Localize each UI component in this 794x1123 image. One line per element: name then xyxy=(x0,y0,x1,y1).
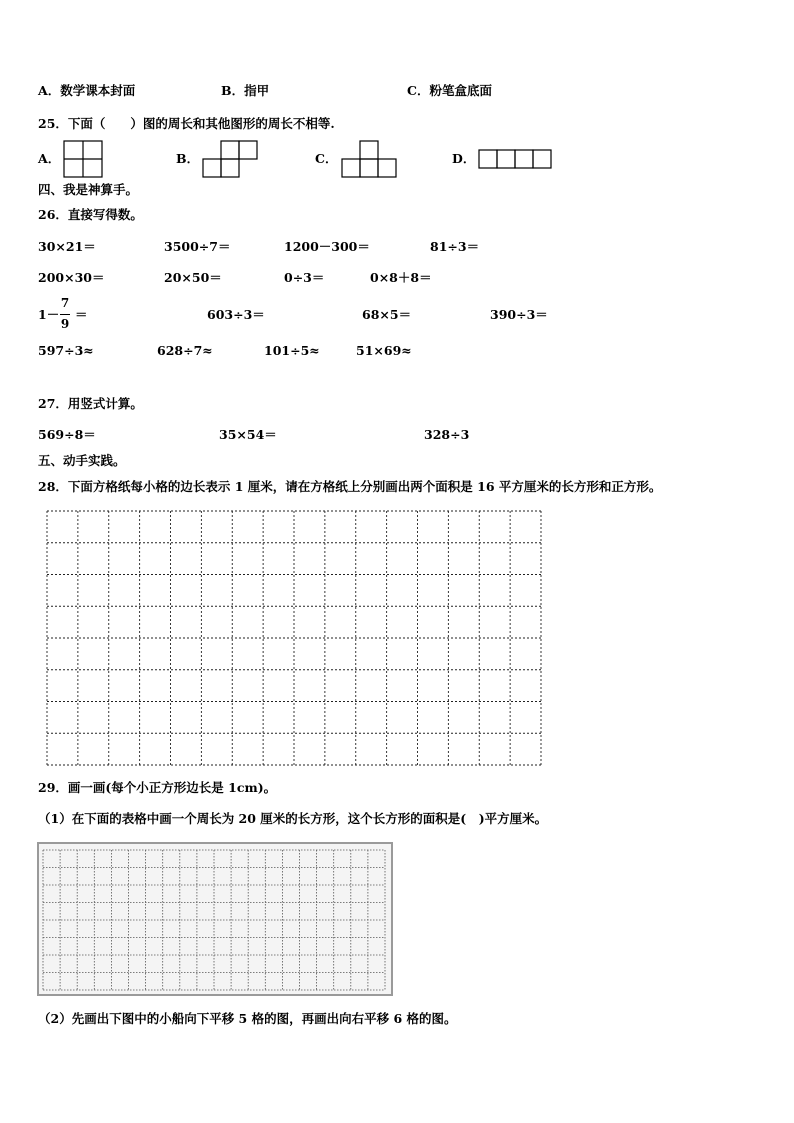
q26-item: 628÷7≈ xyxy=(157,343,213,358)
q26-item: 101÷5≈ xyxy=(264,343,320,358)
q27-item: 569÷8＝ xyxy=(38,427,96,442)
section-5-heading: 五、动手实践。 xyxy=(38,453,126,468)
q25-figure-b xyxy=(202,140,260,178)
q27-item: 35×54＝ xyxy=(219,427,277,442)
q26-item: 200×30＝ xyxy=(38,270,105,285)
q26-stem: 26．直接写得数。 xyxy=(38,207,143,222)
q26-fraction-item xyxy=(38,296,98,336)
fraction-numerator: 7 xyxy=(60,296,70,310)
q26-item: 390÷3＝ xyxy=(490,307,548,322)
fraction-suffix: ＝ xyxy=(75,307,88,322)
q28-grid-paper[interactable] xyxy=(45,509,543,767)
option-letter: A． xyxy=(38,83,61,98)
fraction-denominator: 9 xyxy=(60,317,70,331)
q29-grid-paper[interactable] xyxy=(37,842,393,996)
q29-stem: 29．画一画(每个小正方形边长是 1cm)。 xyxy=(38,780,277,795)
option-text: 指甲 xyxy=(244,83,270,98)
q24-option-c xyxy=(407,84,492,98)
q25-stem: 25．下面（ ）图的周长和其他图形的周长不相等. xyxy=(38,116,335,131)
q27-item: 328÷3 xyxy=(424,427,470,442)
q26-item: 0×8＋8＝ xyxy=(370,270,432,285)
q26-item: 603÷3＝ xyxy=(207,307,265,322)
q28-stem: 28．下面方格纸每小格的边长表示 1 厘米，请在方格纸上分别画出两个面积是 16 平方厘米的长方形和正方形。 xyxy=(38,479,662,494)
q25-figure-c xyxy=(341,140,399,178)
q29-part1: （1）在下面的表格中画一个周长为 20 厘米的长方形，这个长方形的面积是( )平方厘米。 xyxy=(38,811,548,826)
option-text: 粉笔盒底面 xyxy=(429,83,492,98)
fraction-prefix: 1－ xyxy=(38,307,60,322)
q26-item: 51×69≈ xyxy=(356,343,412,358)
option-text: 数学课本封面 xyxy=(60,83,136,98)
option-letter: B． xyxy=(221,83,245,98)
q26-item: 81÷3＝ xyxy=(430,239,480,254)
q25-option-c-label: C． xyxy=(315,151,338,166)
q27-stem: 27．用竖式计算。 xyxy=(38,396,143,411)
option-letter: C． xyxy=(407,83,430,98)
q26-item: 597÷3≈ xyxy=(38,343,94,358)
fraction-bar xyxy=(60,314,70,315)
q25-option-d-label: D． xyxy=(452,151,476,166)
q24-option-b xyxy=(221,84,269,98)
q25-figure-d xyxy=(478,149,554,171)
q26-item: 20×50＝ xyxy=(164,270,222,285)
q25-figure-a xyxy=(63,140,103,178)
q24-option-a xyxy=(38,84,135,98)
section-4-heading: 四、我是神算手。 xyxy=(38,182,139,197)
q26-item: 0÷3＝ xyxy=(284,270,325,285)
q26-item: 1200－300＝ xyxy=(284,239,370,254)
q25-option-b-label: B． xyxy=(176,151,200,166)
q26-item: 30×21＝ xyxy=(38,239,96,254)
q26-item: 68×5＝ xyxy=(362,307,412,322)
q25-option-a-label: A． xyxy=(38,151,61,166)
q26-item: 3500÷7＝ xyxy=(164,239,231,254)
q29-part2: （2）先画出下图中的小船向下平移 5 格的图，再画出向右平移 6 格的图。 xyxy=(38,1011,457,1026)
